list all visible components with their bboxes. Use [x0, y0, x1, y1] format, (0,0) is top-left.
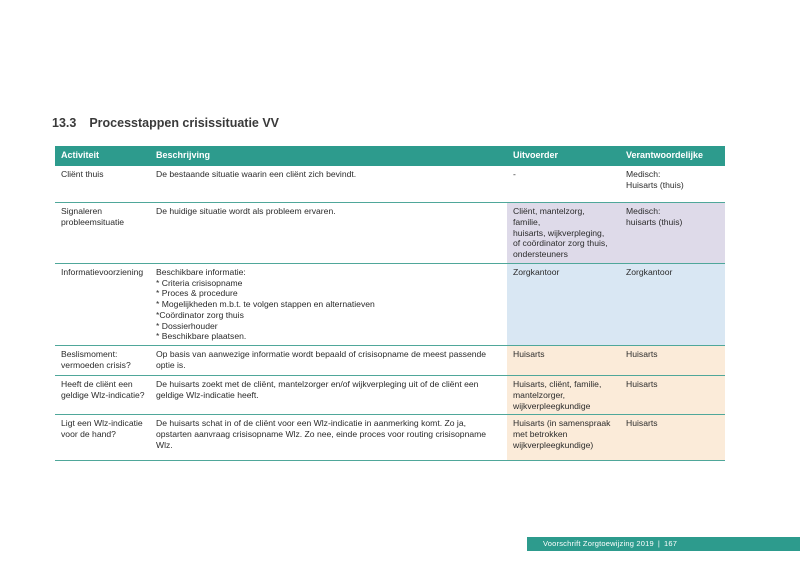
cell-text-line: * Mogelijkheden m.b.t. te volgen stappen en alternatieven	[156, 299, 375, 309]
cell-text-line: * Proces & procedure	[156, 288, 238, 299]
cell-text-line: Beschikbare informatie:	[156, 266, 246, 277]
cell-text-line: Cliënt, mantelzorg,	[513, 206, 585, 216]
cell-text-line: * Dossierhouder	[156, 320, 218, 331]
cell-text-line: Zorgkantoor	[626, 266, 673, 277]
cell-activiteit	[55, 203, 150, 263]
page-title	[52, 116, 279, 130]
cell-text-line: huisarts, wijkverpleging,	[513, 227, 605, 238]
cell-beschrijving	[150, 346, 507, 375]
cell-text-line: De huisarts schat in of de cliënt voor een Wlz-indicatie in aanmerking komt. Zo ja, opstarten aanvraag crisisopname Wlz. Zo nee, einde proces voor routing crisisopname Wlz.	[156, 418, 487, 450]
column-header-beschrijving: Beschrijving	[156, 150, 211, 161]
cell-text-line: familie,	[513, 216, 541, 227]
cell-verantwoordelijke	[620, 166, 725, 202]
table-row	[55, 166, 725, 202]
cell-text-line: Beslismoment: vermoeden crisis?	[61, 349, 131, 370]
cell-verantwoordelijke	[620, 415, 725, 460]
cell-text-line: De huisarts zoekt met de cliënt, mantelzorger en/of wijkverpleging uit of de cliënt een geldige Wlz-indicatie heeft.	[156, 379, 479, 400]
cell-activiteit	[55, 166, 150, 202]
cell-beschrijving	[150, 264, 507, 345]
cell-verantwoordelijke	[620, 346, 725, 375]
cell-text-line: De bestaande situatie waarin een cliënt zich bevindt.	[156, 169, 357, 179]
cell-activiteit	[55, 376, 150, 414]
cell-text-line: ondersteuners	[513, 249, 568, 259]
process-table-body	[55, 166, 725, 461]
cell-text-line: wijkverpleegkundige	[513, 400, 591, 411]
cell-beschrijving	[150, 376, 507, 414]
footer-doc-title: Voorschrift Zorgtoewijzing 2019	[543, 539, 654, 548]
cell-uitvoerder	[507, 415, 620, 460]
section-number: 13.3	[52, 116, 77, 130]
cell-text-line: Signaleren probleemsituatie	[61, 206, 125, 227]
cell-text-line: Huisarts	[626, 379, 658, 389]
cell-uitvoerder	[507, 346, 620, 375]
cell-text-line: *Coördinator zorg thuis	[156, 309, 244, 320]
cell-beschrijving	[150, 415, 507, 460]
table-header-row	[55, 146, 725, 166]
cell-verantwoordelijke	[620, 203, 725, 263]
cell-text-line: Op basis van aanwezige informatie wordt bepaald of crisisopname de meest passende optie is.	[156, 349, 487, 370]
cell-text-line: Cliënt thuis	[61, 169, 104, 179]
cell-beschrijving	[150, 166, 507, 202]
cell-activiteit	[55, 415, 150, 460]
footer-bar	[527, 537, 800, 551]
cell-text-line: Huisarts	[626, 349, 658, 359]
cell-text-line: De huidige situatie wordt als probleem ervaren.	[156, 206, 336, 216]
column-header-uitvoerder: Uitvoerder	[513, 150, 559, 161]
column-header-activiteit: Activiteit	[61, 150, 100, 161]
cell-text-line: Ligt een Wlz-indicatie voor de hand?	[61, 418, 143, 439]
cell-text-line: * Criteria crisisopname	[156, 277, 243, 288]
cell-text-line: Informatievoorziening	[61, 266, 144, 277]
cell-text-line: mantelzorger,	[513, 389, 566, 400]
cell-text-line: Heeft de cliënt een geldige Wlz-indicatie?	[61, 379, 145, 400]
cell-verantwoordelijke	[620, 264, 725, 345]
cell-activiteit	[55, 346, 150, 375]
cell-activiteit	[55, 264, 150, 345]
cell-beschrijving	[150, 203, 507, 263]
process-table	[55, 146, 725, 461]
cell-text-line: huisarts (thuis)	[626, 216, 683, 227]
cell-text-line: Huisarts, cliënt, familie,	[513, 379, 602, 389]
section-title: Processtappen crisissituatie VV	[89, 116, 280, 130]
cell-verantwoordelijke	[620, 376, 725, 414]
cell-uitvoerder	[507, 166, 620, 202]
cell-text-line: Medisch:	[626, 206, 661, 216]
table-row	[55, 345, 725, 375]
footer-page-number: 167	[664, 539, 678, 548]
cell-uitvoerder	[507, 203, 620, 263]
table-row	[55, 202, 725, 263]
cell-text-line: Huisarts	[626, 418, 658, 429]
cell-text-line: of coördinator zorg thuis,	[513, 238, 608, 249]
column-header-verantwoordelijke: Verantwoordelijke	[626, 150, 704, 161]
cell-text-line: Huisarts (in samenspraak	[513, 418, 611, 429]
cell-uitvoerder	[507, 376, 620, 414]
cell-uitvoerder	[507, 264, 620, 345]
cell-text-line: met betrokken	[513, 429, 568, 439]
cell-text-line: -	[513, 169, 516, 179]
table-row	[55, 375, 725, 414]
cell-text-line: Huisarts	[513, 349, 545, 359]
table-row	[55, 263, 725, 345]
cell-text-line: Zorgkantoor	[513, 266, 560, 277]
table-row	[55, 414, 725, 460]
cell-text-line: * Beschikbare plaatsen.	[156, 331, 247, 342]
cell-text-line: Huisarts (thuis)	[626, 179, 684, 190]
cell-text-line: wijkverpleegkundige)	[513, 439, 594, 450]
footer-separator: |	[657, 539, 660, 548]
cell-text-line: Medisch:	[626, 169, 661, 179]
